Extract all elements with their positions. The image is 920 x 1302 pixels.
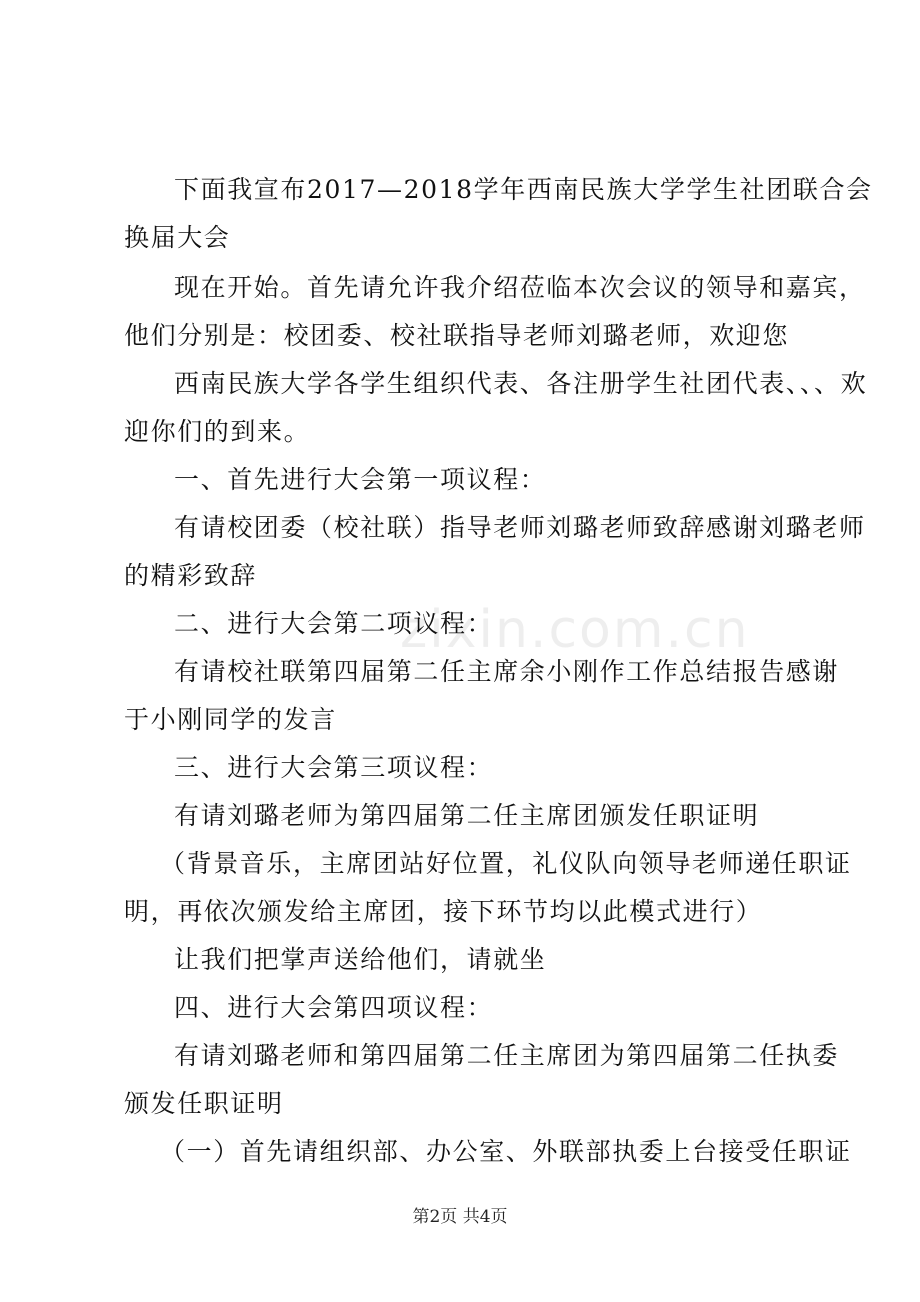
paragraph-line: 颁发任职证明 <box>124 1089 284 1118</box>
paragraph-line: 西南民族大学各学生组织代表、各注册学生社团代表、、、欢 <box>174 369 868 398</box>
agenda-heading: 二、进行大会第二项议程： <box>174 609 494 638</box>
paragraph-line: 下面我宣布2017—2018学年西南民族大学学生社团联合会 <box>174 175 873 204</box>
agenda-heading: 三、进行大会第三项议程： <box>174 753 494 782</box>
paragraph-line: 让我们把掌声送给他们，请就坐 <box>174 945 547 974</box>
paragraph-line: （背景音乐，主席团站好位置，礼仪队向领导老师递任职证 <box>160 849 852 878</box>
paragraph-line: 换届大会 <box>124 223 231 252</box>
paragraph-line: 于小刚同学的发言 <box>124 705 337 734</box>
watermark: zixin.com.cn <box>400 600 750 660</box>
paragraph-line: （一）首先请组织部、办公室、外联部执委上台接受任职证 <box>160 1137 852 1166</box>
agenda-heading: 四、进行大会第四项议程： <box>174 993 494 1022</box>
paragraph-line: 有请刘璐老师和第四届第二任主席团为第四届第二任执委 <box>174 1041 840 1070</box>
paragraph-line: 现在开始。首先请允许我介绍莅临本次会议的领导和嘉宾， <box>174 273 866 302</box>
page-footer: 第2页 共4页 <box>412 1207 508 1227</box>
paragraph-line: 有请刘璐老师为第四届第二任主席团颁发任职证明 <box>174 801 760 830</box>
paragraph-line: 明，再依次颁发给主席团，接下环节均以此模式进行） <box>124 897 763 926</box>
agenda-heading: 一、首先进行大会第一项议程： <box>174 465 547 494</box>
paragraph-line: 有请校社联第四届第二任主席余小刚作工作总结报告感谢 <box>174 657 840 686</box>
paragraph-line: 的精彩致辞 <box>124 561 258 590</box>
paragraph-line: 他们分别是：校团委、校社联指导老师刘璐老师，欢迎您 <box>124 321 790 350</box>
paragraph-line: 有请校团委（校社联）指导老师刘璐老师致辞感谢刘璐老师 <box>174 513 866 542</box>
paragraph-line: 迎你们的到来。 <box>124 417 311 446</box>
